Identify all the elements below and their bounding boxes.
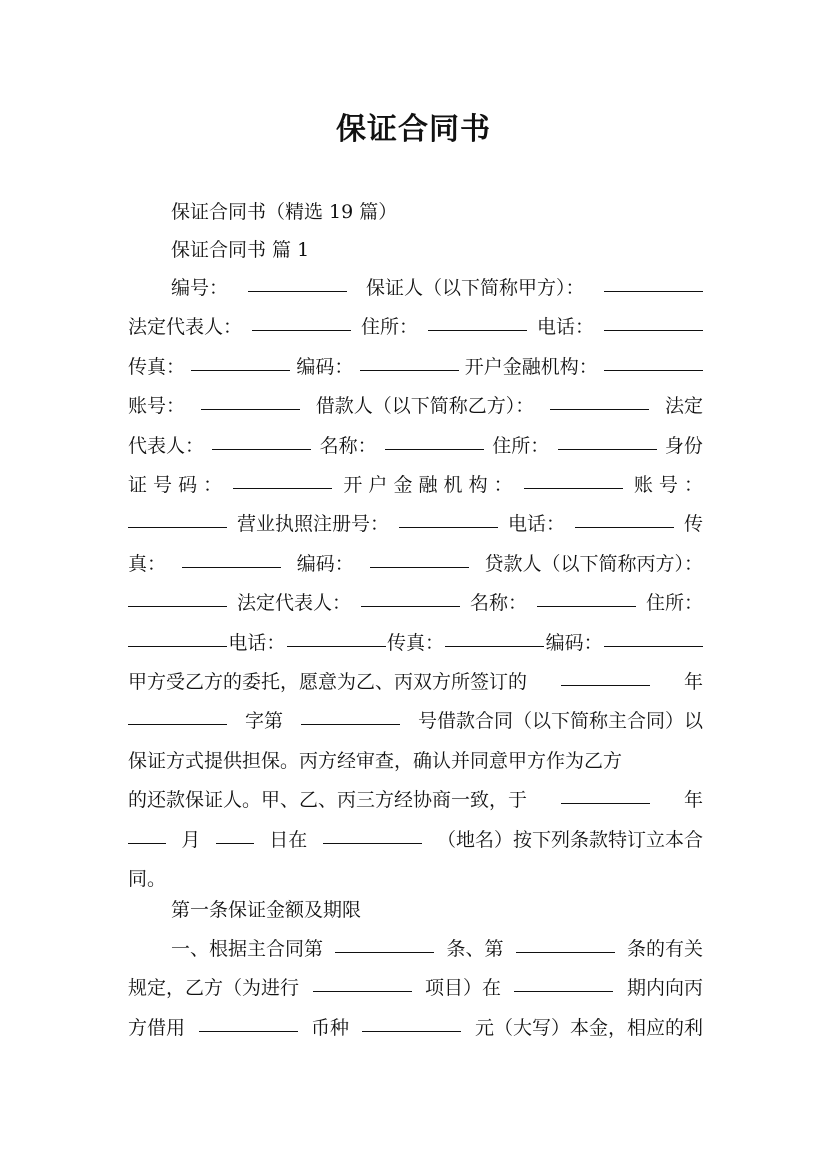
- text-segment: 条的有关: [626, 938, 703, 960]
- fill-in-blank[interactable]: [524, 470, 623, 489]
- text-line: [128, 1013, 703, 1043]
- text-segment: 保证方式提供担保。丙方经审查，确认并同意甲方作为乙方: [128, 749, 623, 772]
- fill-in-blank[interactable]: [248, 273, 347, 292]
- text-line: [128, 588, 703, 618]
- text-segment: 真：: [128, 552, 167, 575]
- text-segment: 开户金融机构：: [464, 355, 598, 378]
- fill-in-blank[interactable]: [201, 391, 300, 410]
- text-segment: 传: [683, 513, 703, 536]
- fill-in-blank[interactable]: [128, 628, 227, 647]
- text-segment: 身份: [664, 434, 703, 457]
- text-segment: 期内向丙: [626, 977, 703, 1000]
- fill-in-blank[interactable]: [537, 588, 636, 607]
- text-line: [128, 825, 703, 855]
- text-line: [128, 746, 703, 776]
- text-segment: 编号：: [171, 277, 229, 299]
- text-segment: 法定代表人：: [236, 592, 351, 615]
- fill-in-blank[interactable]: [604, 312, 703, 331]
- text-line: [128, 785, 703, 815]
- section-heading: 保证合同书 篇 1: [171, 239, 310, 261]
- text-segment: 年: [683, 789, 703, 812]
- text-segment: 电话：: [507, 513, 565, 536]
- article-heading: 第一条保证金额及期限: [171, 899, 362, 921]
- fill-in-blank[interactable]: [199, 1013, 298, 1032]
- fill-in-blank[interactable]: [252, 312, 351, 331]
- text-segment: 保证人（以下简称甲方）：: [365, 277, 585, 299]
- fill-in-blank[interactable]: [428, 312, 527, 331]
- fill-in-blank[interactable]: [550, 391, 649, 410]
- text-segment: 方借用: [128, 1016, 186, 1039]
- text-segment: 日在: [269, 828, 308, 851]
- text-line: [128, 352, 703, 382]
- text-segment: 一、根据主合同第: [171, 938, 324, 960]
- text-segment: 电话：: [536, 316, 594, 339]
- text-segment: 住所：: [360, 316, 418, 339]
- text-segment: 年: [683, 671, 703, 693]
- fill-in-blank[interactable]: [128, 706, 227, 725]
- fill-in-blank[interactable]: [313, 973, 412, 992]
- text-segment: 代表人：: [128, 434, 205, 457]
- fill-in-blank[interactable]: [558, 431, 657, 450]
- fill-in-blank[interactable]: [128, 509, 227, 528]
- text-segment: 的还款保证人。甲、乙、丙三方经协商一致，于: [128, 789, 528, 812]
- fill-in-blank[interactable]: [323, 825, 422, 844]
- fill-in-blank[interactable]: [182, 549, 281, 568]
- text-segment: 编码：: [545, 631, 603, 654]
- text-line: [128, 391, 703, 421]
- fill-in-blank[interactable]: [335, 934, 434, 953]
- document-subtitle: 保证合同书（精选 19 篇）: [171, 201, 398, 223]
- fill-in-blank[interactable]: [561, 785, 650, 804]
- text-segment: 规定，乙方（为进行: [128, 977, 300, 1000]
- text-segment: 名称：: [319, 434, 377, 457]
- text-line: [128, 628, 703, 658]
- text-line: [128, 431, 703, 461]
- text-segment: 证 号 码 ：: [128, 474, 223, 496]
- text-segment: 同。: [128, 868, 167, 890]
- text-line: [128, 864, 703, 894]
- fill-in-blank[interactable]: [301, 706, 400, 725]
- text-segment: 开 户 金 融 机 构 ：: [343, 474, 513, 496]
- text-line: [128, 509, 703, 539]
- text-segment: 贷款人（以下简称丙方）：: [484, 552, 703, 575]
- text-segment: 法定: [664, 395, 703, 418]
- fill-in-blank[interactable]: [604, 628, 703, 647]
- text-segment: 项目）在: [424, 977, 501, 1000]
- fill-in-blank[interactable]: [233, 470, 332, 489]
- text-line: [128, 549, 703, 579]
- text-segment: 住所：: [645, 592, 703, 615]
- fill-in-blank[interactable]: [604, 352, 703, 371]
- text-segment: 传真：: [128, 355, 186, 378]
- fill-in-blank[interactable]: [516, 934, 615, 953]
- fill-in-blank[interactable]: [287, 628, 386, 647]
- text-segment: （地名）按下列条款特订立本合: [436, 828, 703, 851]
- text-segment: 住所：: [492, 434, 550, 457]
- text-segment: 借款人（以下简称乙方）：: [315, 395, 535, 418]
- text-line: [128, 470, 703, 500]
- text-segment: 电话：: [228, 631, 286, 654]
- fill-in-blank[interactable]: [561, 667, 650, 686]
- text-segment: 名称：: [469, 592, 527, 615]
- text-segment: 月: [181, 828, 201, 851]
- fill-in-blank[interactable]: [216, 825, 254, 844]
- text-segment: 编码：: [296, 552, 354, 575]
- fill-in-blank[interactable]: [604, 273, 703, 292]
- text-segment: 币种: [310, 1016, 349, 1039]
- text-line: [128, 973, 703, 1003]
- text-segment: 字第: [244, 710, 283, 733]
- fill-in-blank[interactable]: [362, 1013, 461, 1032]
- text-line: [128, 706, 703, 736]
- text-segment: 传真：: [386, 631, 444, 654]
- fill-in-blank[interactable]: [128, 588, 227, 607]
- text-segment: 甲方受乙方的委托，愿意为乙、丙双方所签订的: [128, 671, 528, 693]
- fill-in-blank[interactable]: [128, 825, 166, 844]
- fill-in-blank[interactable]: [360, 352, 459, 371]
- text-segment: 号借款合同（以下简称主合同）以: [417, 710, 703, 733]
- text-segment: 账 号 ：: [633, 474, 703, 496]
- text-segment: 账号：: [128, 395, 186, 418]
- fill-in-blank[interactable]: [514, 973, 613, 992]
- fill-in-blank[interactable]: [385, 431, 484, 450]
- text-line: [128, 312, 703, 342]
- fill-in-blank[interactable]: [361, 588, 460, 607]
- fill-in-blank[interactable]: [212, 431, 311, 450]
- text-line: [171, 273, 703, 303]
- text-segment: 元（大写）本金，相应的利: [474, 1016, 703, 1039]
- text-segment: 编码：: [296, 355, 354, 378]
- document-title: 保证合同书: [336, 112, 491, 147]
- fill-in-blank[interactable]: [575, 509, 674, 528]
- fill-in-blank[interactable]: [399, 509, 498, 528]
- text-segment: 条、第: [446, 938, 504, 960]
- text-line: [171, 934, 703, 964]
- fill-in-blank[interactable]: [445, 628, 544, 647]
- fill-in-blank[interactable]: [191, 352, 290, 371]
- fill-in-blank[interactable]: [370, 549, 469, 568]
- text-segment: 营业执照注册号：: [236, 513, 389, 536]
- text-segment: 法定代表人：: [128, 316, 243, 339]
- text-line: [128, 667, 703, 697]
